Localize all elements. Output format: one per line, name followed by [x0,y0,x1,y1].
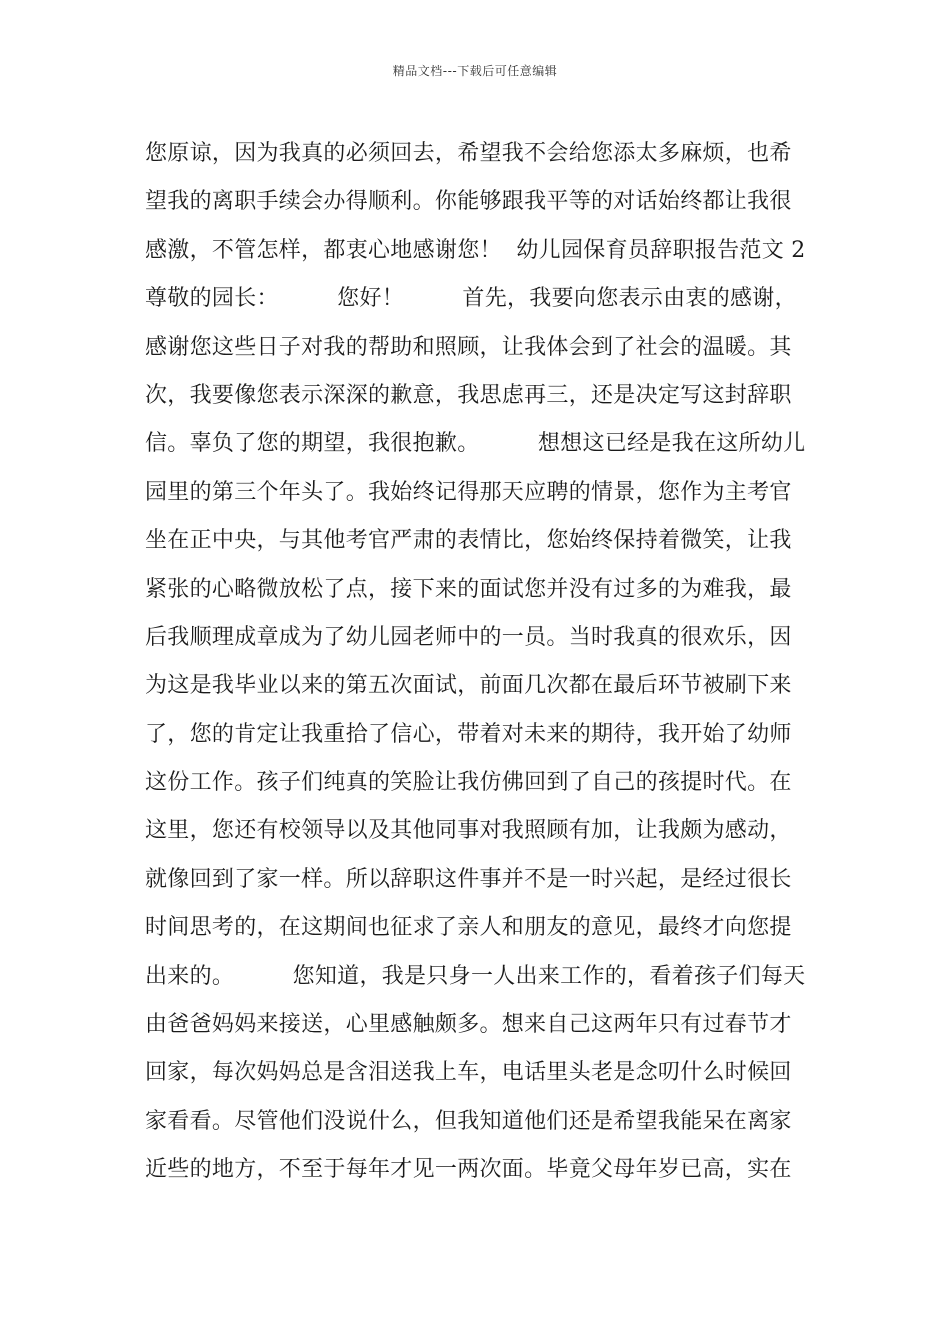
text-line: 了，您的肯定让我重拾了信心，带着对未来的期待，我开始了幼师 [145,721,792,747]
text-line: 为这是我毕业以来的第五次面试，前面几次都在最后环节被刷下来 [145,673,792,699]
text-line: 回家，每次妈妈总是含泪送我上车，电话里头老是念叨什么时候回 [145,1060,792,1086]
text-line: 由爸爸妈妈来接送，心里感触颇多。想来自己这两年只有过春节才 [145,1012,792,1038]
text-line: 尊敬的园长： 您好！ 首先，我要向您表示由衷的感谢， [145,286,797,312]
text-line: 家看看。尽管他们没说什么，但我知道他们还是希望我能呆在离家 [145,1108,792,1134]
text-line: 园里的第三个年头了。我始终记得那天应聘的情景，您作为主考官 [145,479,792,505]
text-line: 时间思考的，在这期间也征求了亲人和朋友的意见，最终才向您提 [145,915,792,941]
text-line: 出来的。 您知道，我是只身一人出来工作的，看着孩子们每天 [145,963,806,989]
text-line: 近些的地方，不至于每年才见一两次面。毕竟父母年岁已高，实在 [145,1157,792,1183]
text-line: 感谢您这些日子对我的帮助和照顾，让我体会到了社会的温暖。其 [145,334,792,360]
text-line: 坐在正中央，与其他考官严肃的表情比，您始终保持着微笑，让我 [145,528,792,554]
text-line: 后我顺理成章成为了幼儿园老师中的一员。当时我真的很欢乐，因 [145,624,792,650]
text-line: 就像回到了家一样。所以辞职这件事并不是一时兴起，是经过很长 [145,866,792,892]
text-line: 紧张的心略微放松了点，接下来的面试您并没有过多的为难我，最 [145,576,792,602]
text-line: 信。辜负了您的期望，我很抱歉。 想想这已经是我在这所幼儿 [145,431,806,457]
text-line: 望我的离职手续会办得顺利。你能够跟我平等的对话始终都让我很 [145,189,792,215]
text-line: 这里，您还有校领导以及其他同事对我照顾有加，让我颇为感动， [145,818,792,844]
text-line: 感激，不管怎样，都衷心地感谢您！ 幼儿园保育员辞职报告范文 2 [145,237,806,263]
text-line: 您原谅，因为我真的必须回去，希望我不会给您添太多麻烦，也希 [145,141,792,166]
document-body [145,130,815,1195]
page-header: 精品文档---下载后可任意编辑 [392,64,558,78]
text-line: 次，我要像您表示深深的歉意，我思虑再三，还是决定写这封辞职 [145,382,792,408]
text-line: 这份工作。孩子们纯真的笑脸让我仿佛回到了自己的孩提时代。在 [145,770,792,796]
